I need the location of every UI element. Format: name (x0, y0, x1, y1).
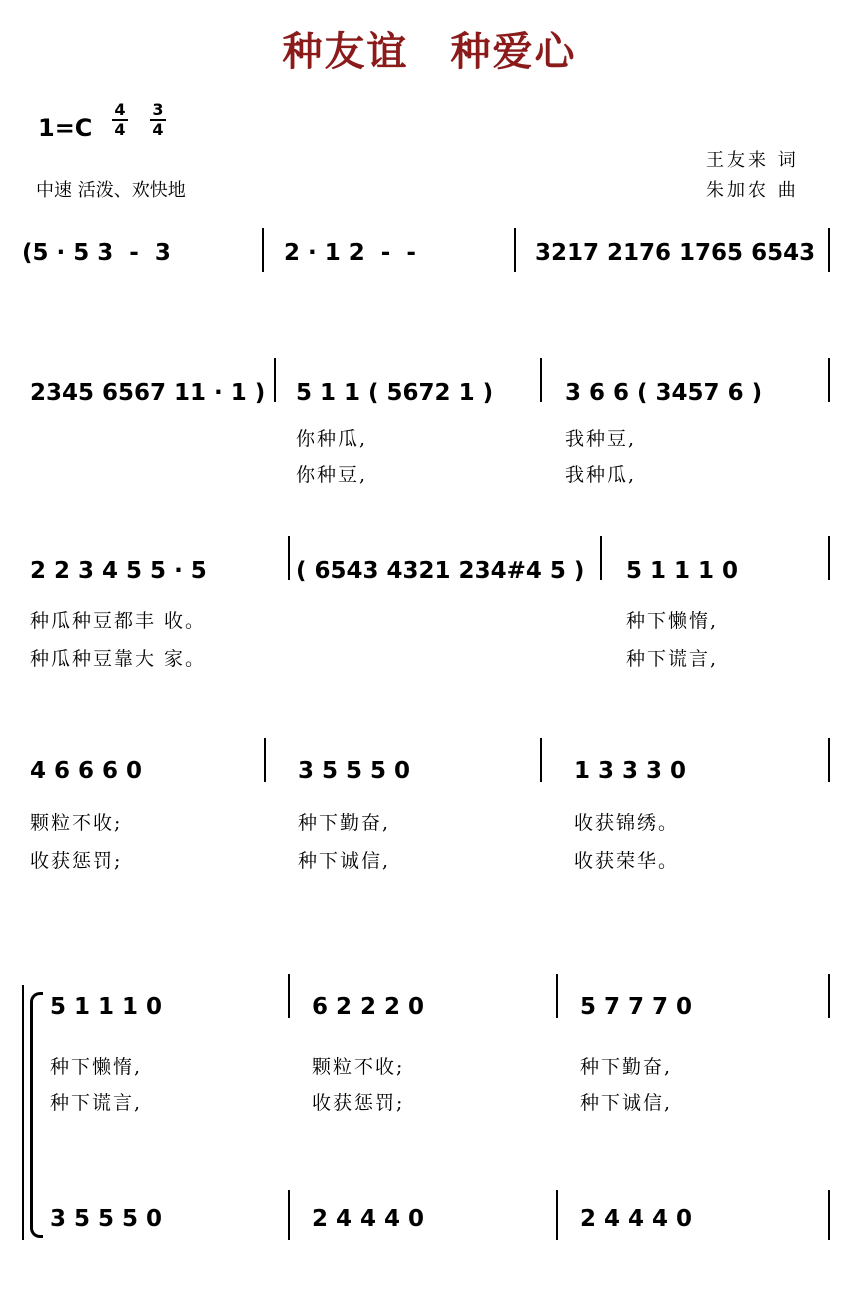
measure: ( 6543 4321 234#4 5 ) (296, 558, 585, 584)
barline (540, 738, 542, 782)
song-title: 种友谊 种爱心 (282, 29, 577, 75)
barline (288, 1190, 290, 1240)
measure: 3 5 5 5 0 (50, 1206, 163, 1232)
lyric: 颗粒不收; (312, 1056, 405, 1078)
measure: 3217 2176 1765 6543 (535, 240, 816, 266)
barline (828, 536, 830, 580)
measure: 2345 6567 11 · 1 ) (30, 380, 266, 406)
measure: 5 1 1 1 0 (50, 994, 163, 1020)
lyric: 种下懒惰, (50, 1056, 143, 1078)
tempo-marking: 中速 活泼、欢快地 (36, 180, 186, 201)
composer-credit: 朱加农 曲 (706, 180, 799, 201)
lyric: 种下谎言, (626, 648, 719, 670)
key-signature: 1=C (38, 114, 93, 142)
system-line (22, 985, 24, 1240)
measure: 6 2 2 2 0 (312, 994, 425, 1020)
measure: 3 5 5 5 0 (298, 758, 411, 784)
measure: (5 · 5 3 - 3 (22, 240, 171, 266)
lyric: 你种豆, (296, 464, 368, 486)
lyric: 颗粒不收; (30, 812, 123, 834)
lyric: 种下勤奋, (298, 812, 391, 834)
lyric: 种瓜种豆都丰 收。 (30, 610, 207, 632)
barline (828, 228, 830, 272)
barline (288, 974, 290, 1018)
measure: 2 4 4 4 0 (312, 1206, 425, 1232)
lyric: 收获惩罚; (312, 1092, 405, 1114)
measure: 2 · 1 2 - - (284, 240, 416, 266)
lyric: 种下勤奋, (580, 1056, 673, 1078)
measure: 5 1 1 1 0 (626, 558, 739, 584)
lyric: 种下懒惰, (626, 610, 719, 632)
lyricist-credit: 王友来 词 (706, 150, 799, 171)
barline (828, 358, 830, 402)
lyric: 种下诚信, (298, 850, 391, 872)
time-sig-bottom: 4 (114, 120, 126, 139)
measure: 1 3 3 3 0 (574, 758, 687, 784)
barline (262, 228, 264, 272)
barline (514, 228, 516, 272)
barline (600, 536, 602, 580)
barline (828, 738, 830, 782)
lyric: 种下谎言, (50, 1092, 143, 1114)
lyric: 种下诚信, (580, 1092, 673, 1114)
time-sig-bottom: 4 (152, 120, 164, 139)
measure: 3 6 6 ( 3457 6 ) (565, 380, 763, 406)
barline (828, 1190, 830, 1240)
barline (264, 738, 266, 782)
measure: 5 7 7 7 0 (580, 994, 693, 1020)
time-signature-3-4 (150, 102, 166, 138)
lyric: 收获锦绣。 (574, 812, 680, 834)
lyric: 你种瓜, (296, 428, 368, 450)
time-signature-4-4 (112, 102, 128, 138)
measure: 2 2 3 4 5 5 · 5 (30, 558, 207, 584)
measure: 2 4 4 4 0 (580, 1206, 693, 1232)
time-sig-top: 3 (152, 100, 164, 119)
barline (274, 358, 276, 402)
lyric: 收获荣华。 (574, 850, 680, 872)
barline (556, 1190, 558, 1240)
system-brace (30, 992, 43, 1238)
barline (556, 974, 558, 1018)
barline (288, 536, 290, 580)
measure: 5 1 1 ( 5672 1 ) (296, 380, 494, 406)
lyric: 种瓜种豆靠大 家。 (30, 648, 207, 670)
barline (828, 974, 830, 1018)
lyric: 收获惩罚; (30, 850, 123, 872)
time-sig-top: 4 (114, 100, 126, 119)
lyric: 我种豆, (565, 428, 637, 450)
barline (540, 358, 542, 402)
measure: 4 6 6 6 0 (30, 758, 143, 784)
lyric: 我种瓜, (565, 464, 637, 486)
